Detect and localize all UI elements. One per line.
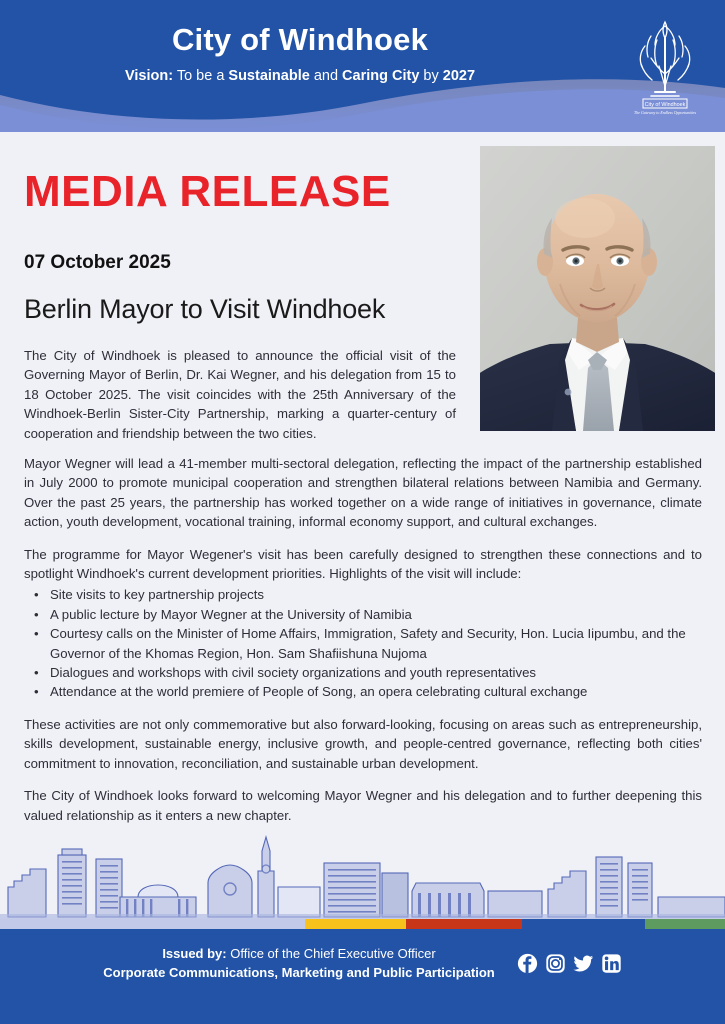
page-footer (0, 929, 725, 1024)
stripe-segment-1 (0, 919, 305, 929)
stripe-segment-2 (305, 919, 407, 929)
main-column (24, 454, 702, 825)
vision-emphasis-caring-city: Caring City (342, 67, 420, 84)
highlights-list (24, 585, 702, 701)
windhoek-skyline-illustration (0, 821, 725, 919)
stripe-segment-5 (645, 919, 725, 929)
list-item: • Attendance at the world premiere of People of Song, an opera celebrating cultural exchange (24, 682, 702, 701)
release-headline: Berlin Mayor to Visit Windhoek (24, 294, 386, 324)
paragraph-2: Mayor Wegner will lead a 41-member multi-sectoral delegation, reflecting the impact of the partnership established in July 2000 to promote municipal cooperation and strengthen bilateral relations between Namibia and Germany. Over the past 25 years, the partnership has worked together on a wide range of initiatives in governance, climate action, youth development, vocational training, informal economy support, and cultural exchanges. (24, 456, 702, 530)
paragraph-1: The City of Windhoek is pleased to announce the official visit of the Governing Mayor of Berlin, Dr. Kai Wegner, and his delegation from 15 to 18 October 2025. The visit coincides with the 25th Anniversary of the Windhoek-Berlin Sister-City Partnership, marking a quarter-century of cooperation and friendship between the two cities. (24, 348, 456, 441)
stripe-segment-4 (522, 919, 645, 929)
media-release-kicker: MEDIA RELEASE (24, 167, 391, 216)
issued-by-value: Office of the Chief Executive Officer (226, 946, 436, 961)
social-media-links[interactable] (517, 953, 622, 974)
page-title: City of Windhoek (171, 22, 429, 57)
vision-text-3: by (419, 67, 443, 84)
vision-emphasis-year: 2027 (442, 67, 476, 84)
portrait-illustration (480, 146, 715, 431)
issued-by-label: Issued by: (162, 946, 227, 961)
instagram-icon[interactable] (545, 953, 566, 974)
intro-column (24, 346, 456, 443)
paragraph-4: These activities are not only commemorative but also forward-looking, focusing on areas such as entrepreneurship, skills development, sustainable energy, inclusive growth, and people-centred governance, reflecting both cities' commitment to innovation, reconciliation, and sustainable urban development. (24, 716, 702, 771)
stripe-segment-3 (406, 919, 522, 929)
linkedin-icon[interactable] (601, 953, 622, 974)
vision-text-2: and (309, 67, 343, 84)
vision-statement (0, 68, 600, 85)
paragraph-3: The programme for Mayor Wegener's visit has been carefully designed to strengthen these connections and to spotlight Windhoek's current development priorities. Highlights of the visit will include: (24, 546, 702, 582)
list-item: • Site visits to key partnership projects (24, 585, 702, 604)
mayor-portrait-photo (480, 146, 715, 431)
city-of-windhoek-logo-icon (621, 14, 709, 118)
footer-issuer-block (103, 945, 495, 983)
list-item: • Dialogues and workshops with civil society organizations and youth representatives (24, 663, 702, 682)
list-item: • Courtesy calls on the Minister of Home Affairs, Immigration, Safety and Security, Hon. Lucia Iipumbu, and the Governor of the Khomas Region, Hon. Sam Shafiishuna Nujoma (24, 624, 702, 663)
twitter-icon[interactable] (573, 953, 594, 974)
list-item: • A public lecture by Mayor Wegner at the University of Namibia (24, 605, 702, 624)
facebook-icon[interactable] (517, 953, 538, 974)
vision-label: Vision: (124, 67, 174, 84)
department-line: Corporate Communications, Marketing and Public Participation (103, 964, 495, 980)
page-header (0, 0, 725, 132)
vision-text-1: To be a (173, 67, 229, 84)
vision-emphasis-sustainable: Sustainable (228, 67, 310, 84)
header-title-block (0, 22, 600, 85)
logo-tagline: The Gateway to Endless Opportunities (634, 110, 696, 115)
logo-caption: City of Windhoek (644, 101, 686, 108)
release-date: 07 October 2025 (24, 252, 171, 273)
accent-stripe-band (0, 919, 725, 929)
issued-by-line (103, 945, 495, 964)
paragraph-5: The City of Windhoek looks forward to welcoming Mayor Wegner and his delegation and to further deepening this valued relationship as it enters a new chapter. (24, 788, 702, 823)
